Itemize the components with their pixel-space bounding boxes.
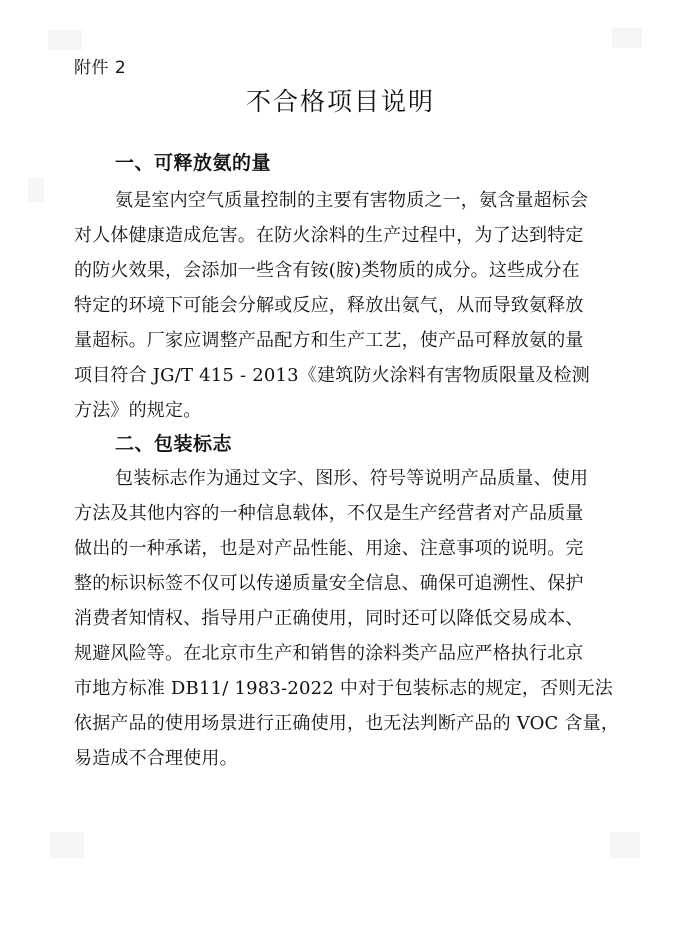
scan-artifact <box>612 28 642 48</box>
section-heading: 一、可释放氨的量 <box>115 152 272 174</box>
scan-artifact <box>48 30 82 50</box>
paragraph-line: 做出的一种承诺，也是对产品性能、用途、注意事项的说明。完 <box>74 538 584 559</box>
paragraph-line: 依据产品的使用场景进行正确使用，也无法判断产品的 VOC 含量， <box>74 713 620 734</box>
paragraph-line: 消费者知情权、指导用户正确使用，同时还可以降低交易成本、 <box>74 608 584 629</box>
section-heading: 二、包装标志 <box>115 433 233 455</box>
scan-artifact <box>50 832 84 858</box>
attachment-label: 附件 2 <box>74 58 127 78</box>
paragraph-line: 项目符合 JG/T 415 - 2013《建筑防火涂料有害物质限量及检测 <box>74 365 590 386</box>
paragraph-line: 整的标识标签不仅可以传递质量安全信息、确保可追溯性、保护 <box>74 573 584 594</box>
paragraph-line: 量超标。厂家应调整产品配方和生产工艺，使产品可释放氨的量 <box>74 330 584 351</box>
scan-artifact <box>610 832 640 858</box>
paragraph-line: 对人体健康造成危害。在防火涂料的生产过程中，为了达到特定 <box>74 225 584 246</box>
document-title: 不合格项目说明 <box>245 87 435 116</box>
paragraph-line: 特定的环境下可能会分解或反应，释放出氨气，从而导致氨释放 <box>74 295 584 316</box>
paragraph-line: 包装标志作为通过文字、图形、符号等说明产品质量、使用 <box>115 468 589 489</box>
paragraph-line: 氨是室内空气质量控制的主要有害物质之一，氨含量超标会 <box>115 190 589 211</box>
paragraph-line: 的防火效果，会添加一些含有铵(胺)类物质的成分。这些成分在 <box>74 260 580 281</box>
paragraph-line: 市地方标准 DB11/ 1983-2022 中对于包装标志的规定，否则无法 <box>74 678 613 699</box>
paragraph-line: 方法及其他内容的一种信息载体，不仅是生产经营者对产品质量 <box>74 503 584 524</box>
paragraph-line: 方法》的规定。 <box>74 400 202 421</box>
paragraph-line: 规避风险等。在北京市生产和销售的涂料类产品应严格执行北京 <box>74 643 584 664</box>
paragraph-line: 易造成不合理使用。 <box>74 748 238 769</box>
